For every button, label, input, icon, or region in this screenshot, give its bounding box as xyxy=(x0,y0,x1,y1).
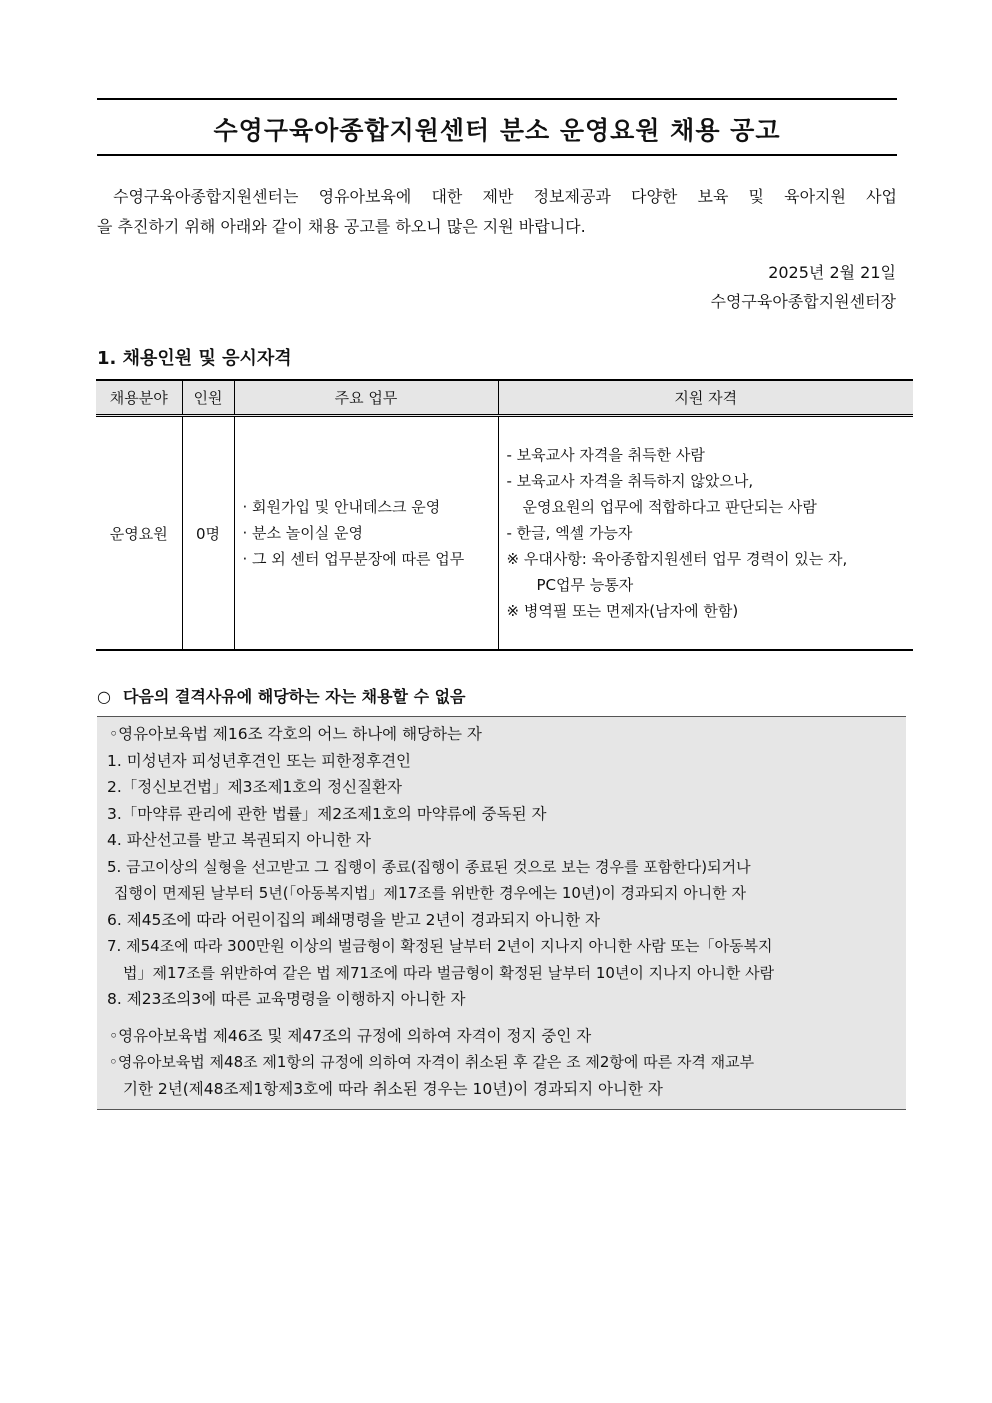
list-item: 7. 제54조에 따라 300만원 이상의 벌금형이 확정된 날부터 2년이 지나지 아니한 사람 또는「아동복지 xyxy=(107,937,773,955)
disq-heading-cont: 기한 2년(제48조제1항제3호에 따라 취소된 경우는 10년)이 경과되지 아니한 자 xyxy=(123,1079,663,1098)
table-row xyxy=(96,416,913,651)
title-box xyxy=(97,98,897,156)
disqualification-notice xyxy=(97,684,466,707)
bullet-circle-icon: ○ xyxy=(97,687,111,706)
duty-item: · 분소 놀이실 운영 xyxy=(242,524,364,542)
duty-item: · 그 외 센터 업무분장에 따른 업무 xyxy=(242,550,465,568)
duty-item: · 회원가입 및 안내데스크 운영 xyxy=(242,498,441,516)
cell-qualifications xyxy=(498,416,913,651)
header-count: 인원 xyxy=(182,380,234,416)
list-item: 4. 파산선고를 받고 복권되지 아니한 자 xyxy=(107,831,372,849)
notice-text: 다음의 결격사유에 해당하는 자는 채용할 수 없음 xyxy=(122,687,466,706)
disq-heading: ◦영유아보육법 제46조 및 제47조의 규정에 의하여 자격이 정지 중인 자 xyxy=(109,1026,592,1045)
cell-duties xyxy=(234,416,498,651)
recruitment-table xyxy=(96,379,913,651)
header-field: 채용분야 xyxy=(96,380,182,416)
qualification-item: ※ 병역필 또는 면제자(남자에 한함) xyxy=(506,602,739,620)
intro-line-1: 수영구육아종합지원센터는 영유아보육에 대한 제반 정보제공과 다양한 보육 및 육아지원 사업 xyxy=(113,187,897,206)
list-item: 5. 금고이상의 실형을 선고받고 그 집행이 종료(집행이 종료된 것으로 보는 경우를 포함한다)되거나 xyxy=(107,857,751,876)
qualification-item: 운영요원의 업무에 적합하다고 판단되는 사람 xyxy=(522,498,817,516)
intro-line-2: 을 추진하기 위해 아래와 같이 채용 공고를 하오니 많은 지원 바랍니다. xyxy=(97,217,586,236)
qualification-item: - 보육교사 자격을 취득한 사람 xyxy=(506,446,705,464)
intro-paragraph xyxy=(97,182,897,242)
disq-heading: ◦영유아보육법 제16조 각호의 어느 하나에 해당하는 자 xyxy=(109,725,482,743)
table-header-row xyxy=(96,380,913,416)
list-item: 집행이 면제된 날부터 5년(「아동복지법」제17조를 위반한 경우에는 10년)이 경과되지 아니한 자 xyxy=(114,884,746,902)
disq-heading: ◦영유아보육법 제48조 제1항의 규정에 의하여 자격이 취소된 후 같은 조 제2항에 따른 자격 재교부 xyxy=(109,1053,755,1071)
qualification-item: ※ 우대사항: 육아종합지원센터 업무 경력이 있는 자, xyxy=(506,550,848,568)
header-duties: 주요 업무 xyxy=(234,380,498,416)
header-qualifications: 지원 자격 xyxy=(498,380,913,416)
list-item: 3.「마약류 관리에 관한 법률」제2조제1호의 마약류에 중독된 자 xyxy=(107,804,547,823)
list-item: 2.「정신보건법」제3조제1호의 정신질환자 xyxy=(107,778,403,796)
page-title: 수영구육아종합지원센터 분소 운영요원 채용 공고 xyxy=(213,116,781,145)
qualification-item: - 보육교사 자격을 취득하지 않았으나, xyxy=(506,472,754,490)
list-item: 법」제17조를 위반하여 같은 법 제71조에 따라 벌금형이 확정된 날부터 10년이 지나지 아니한 사람 xyxy=(123,963,775,982)
issuer-name: 수영구육아종합지원센터장 xyxy=(710,292,896,311)
list-item: 8. 제23조의3에 따른 교육명령을 이행하지 아니한 자 xyxy=(107,990,466,1008)
cell-count: 0명 xyxy=(182,416,234,651)
qualification-item: - 한글, 엑셀 가능자 xyxy=(506,524,633,542)
qualification-item: PC업무 능통자 xyxy=(536,576,634,594)
section-heading-1: 1. 채용인원 및 응시자격 xyxy=(97,348,292,369)
announcement-date: 2025년 2월 21일 xyxy=(768,263,896,282)
disqualification-box xyxy=(97,716,906,1110)
list-item: 1. 미성년자 피성년후견인 또는 피한정후견인 xyxy=(107,751,412,770)
list-item: 6. 제45조에 따라 어린이집의 폐쇄명령을 받고 2년이 경과되지 아니한 자 xyxy=(107,910,600,929)
cell-field: 운영요원 xyxy=(96,416,182,651)
